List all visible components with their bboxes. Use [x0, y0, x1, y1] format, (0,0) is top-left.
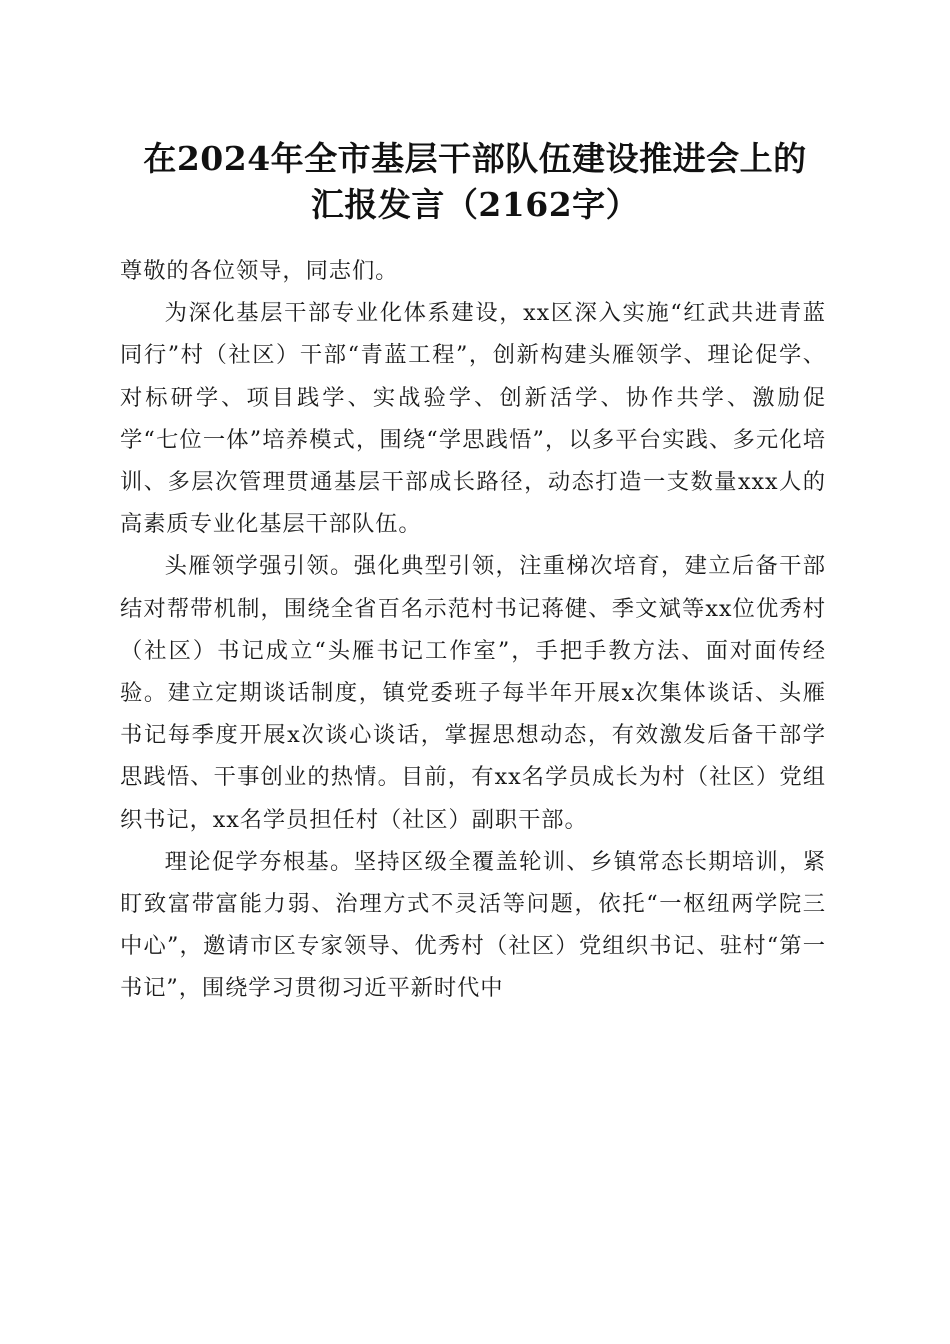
paragraph-lilun: 理论促学夯根基。坚持区级全覆盖轮训、乡镇常态长期培训，紧盯致富带富能力弱、治理方式不灵活等问题，依托“一枢纽两学院三中心”，邀请市区专家领导、优秀村（社区）党组织书记、驻村“第一书记”，围绕学习贯彻习近平新时代中 — [120, 848, 826, 1002]
title-line-2: 汇报发言（2162字） — [310, 185, 640, 224]
paragraph-intro: 为深化基层干部专业化体系建设，xx区深入实施“红武共进青蓝同行”村（社区）干部“青蓝工程”，创新构建头雁领学、理论促学、对标研学、项目践学、实战验学、创新活学、协作共学、激励促学“七位一体”培养模式，围绕“学思践悟”，以多平台实践、多元化培训、多层次管理贯通基层干部成长路径，动态打造一支数量xxx人的高素质专业化基层干部队伍。 — [120, 300, 826, 538]
document-title — [60, 136, 890, 228]
salutation: 尊敬的各位领导，同志们。 — [120, 258, 399, 284]
document-body — [120, 250, 826, 1010]
paragraph-toupyan: 头雁领学强引领。强化典型引领，注重梯次培育，建立后备干部结对帮带机制，围绕全省百名示范村书记蒋健、季文斌等xx位优秀村（社区）书记成立“头雁书记工作室”，手把手教方法、面对面传经验。建立定期谈话制度，镇党委班子每半年开展x次集体谈话、头雁书记每季度开展x次谈心谈话，掌握思想动态，有效激发后备干部学思践悟、干事创业的热情。目前，有xx名学员成长为村（社区）党组织书记，xx名学员担任村（社区）副职干部。 — [120, 553, 826, 833]
title-line-1: 在2024年全市基层干部队伍建设推进会上的 — [143, 139, 807, 178]
